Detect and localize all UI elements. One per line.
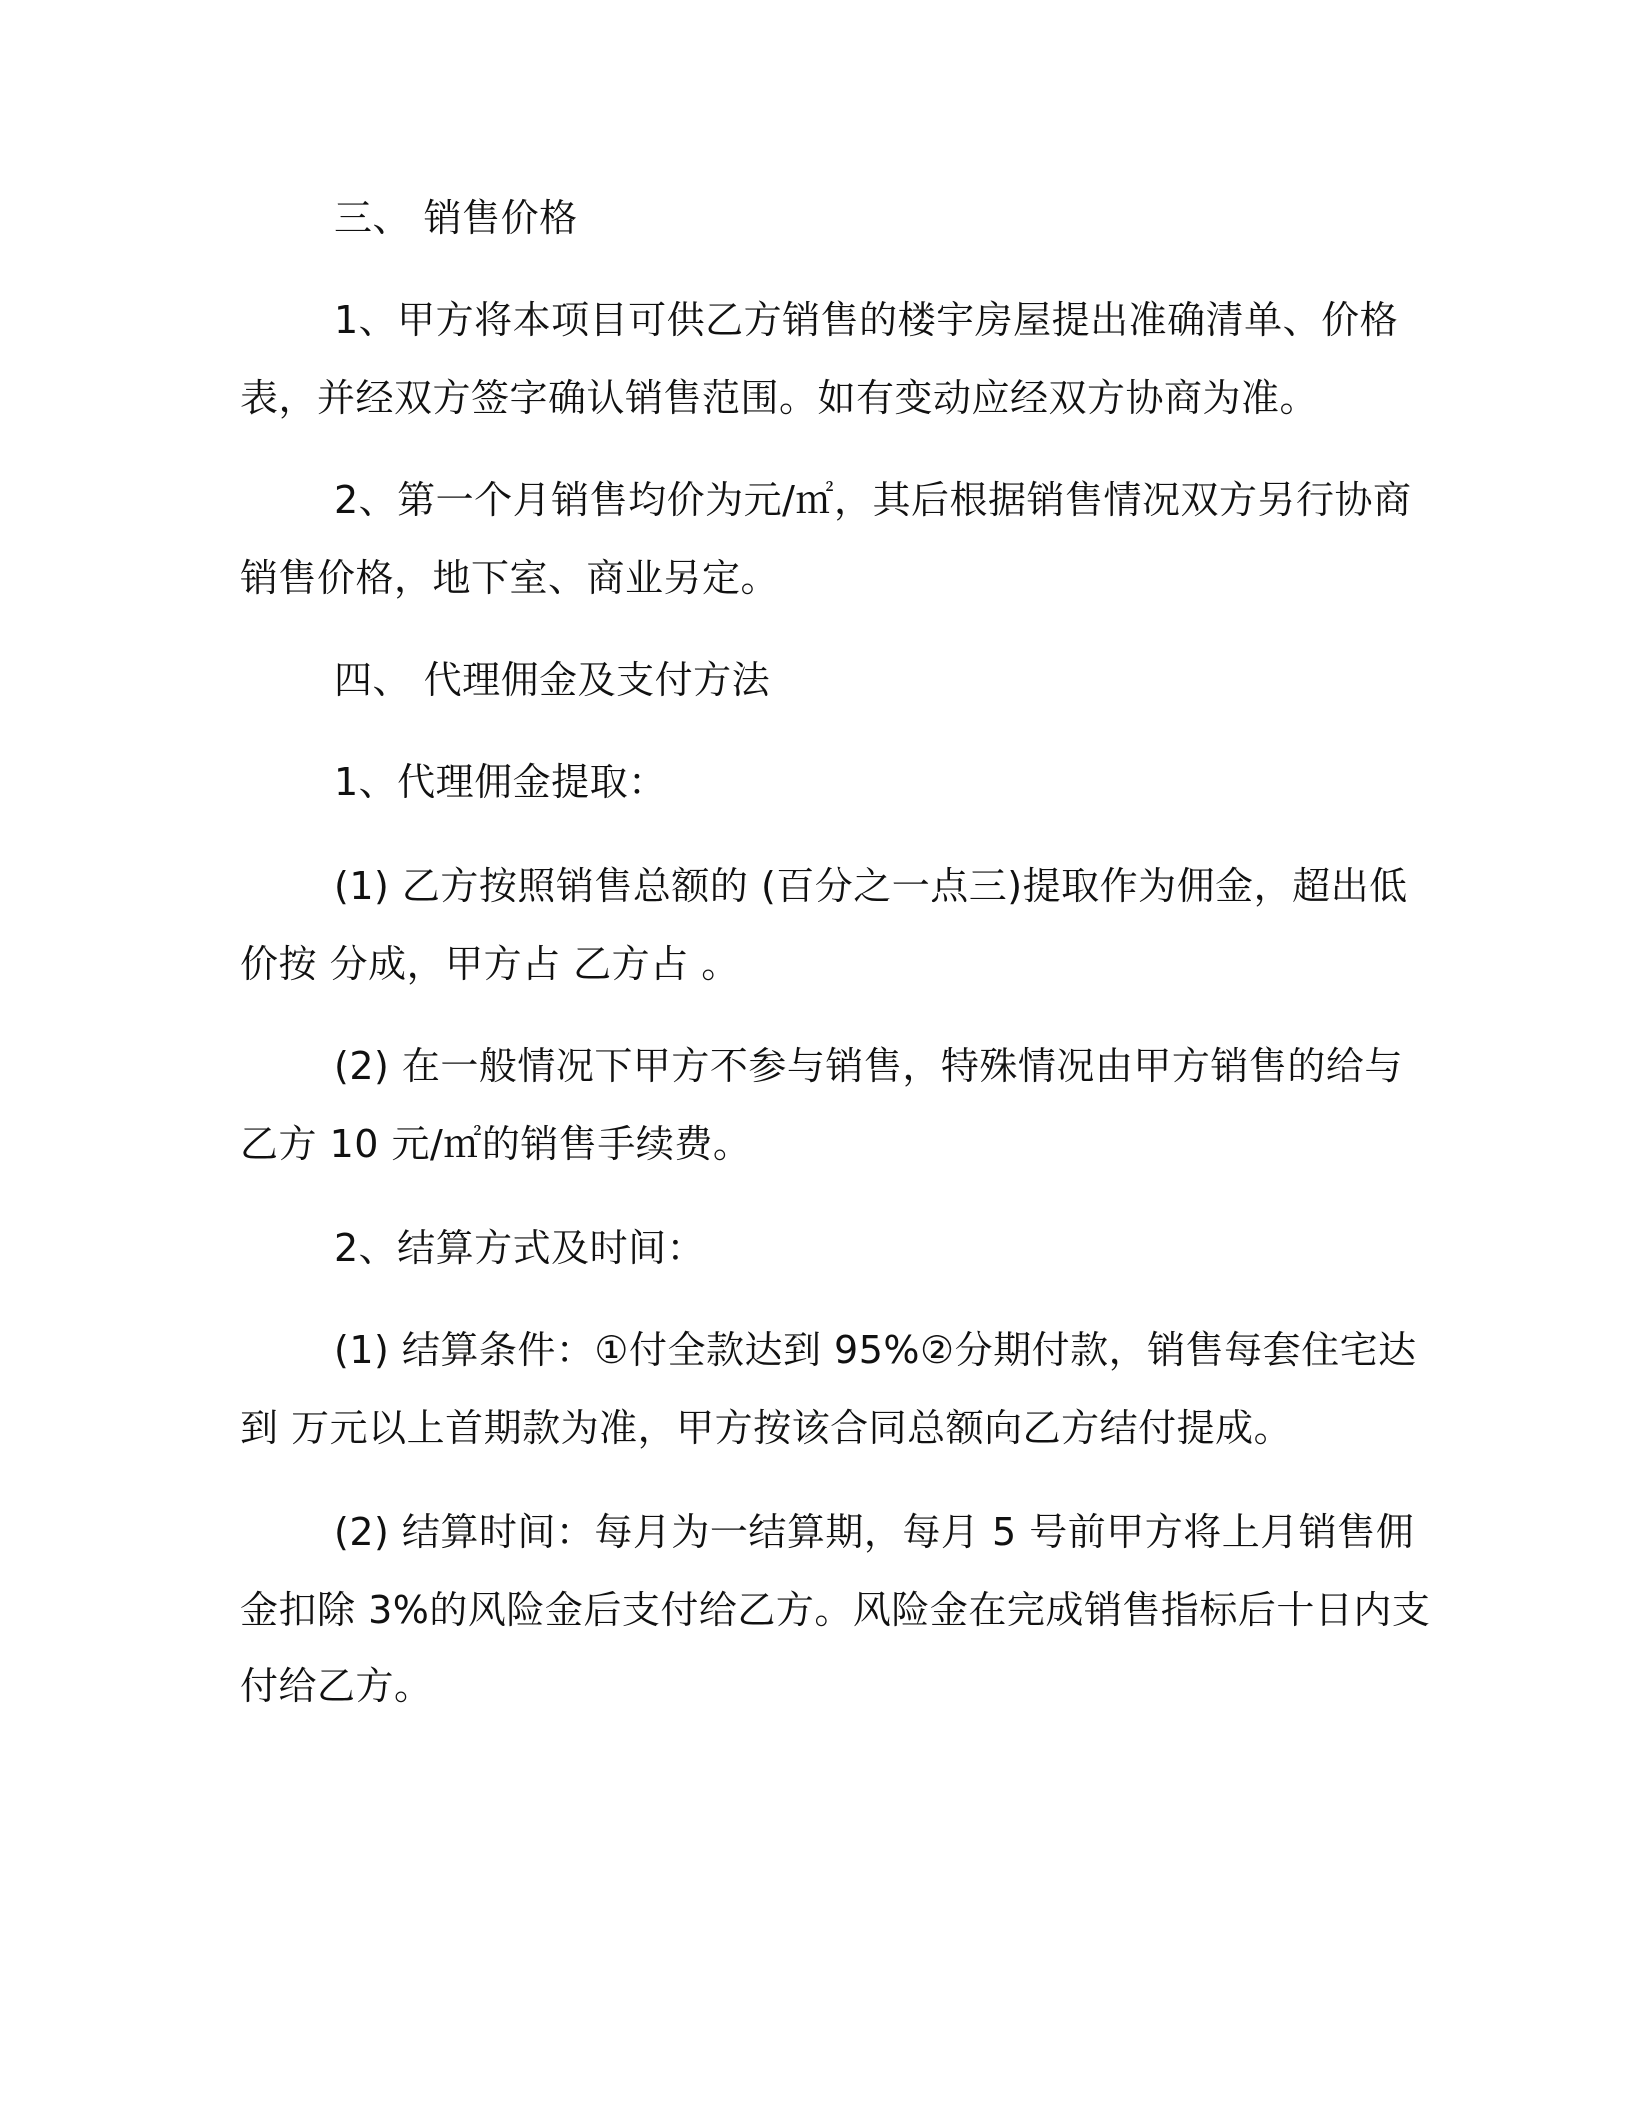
paragraph-line: 付给乙方。: [240, 1664, 433, 1708]
paragraph-line: (1) 结算条件：①付全款达到 95%②分期付款，销售每套住宅达: [334, 1328, 1417, 1372]
paragraph-line: 2、第一个月销售均价为元/㎡，其后根据销售情况双方另行协商: [334, 478, 1412, 522]
paragraph-line: (2) 在一般情况下甲方不参与销售，特殊情况由甲方销售的给与: [334, 1044, 1403, 1088]
paragraph-line: 1、代理佣金提取：: [334, 760, 667, 804]
paragraph-line: 销售价格，地下室、商业另定。: [240, 556, 780, 600]
paragraph-line: (2) 结算时间：每月为一结算期，每月 5 号前甲方将上月销售佣: [334, 1510, 1415, 1554]
paragraph-line: 价按 分成，甲方占 乙方占 。: [240, 942, 740, 986]
section-heading-sales-price: 三、 销售价格: [334, 196, 578, 240]
paragraph-line: 到 万元以上首期款为准，甲方按该合同总额向乙方结付提成。: [240, 1406, 1293, 1450]
paragraph-line: 1、甲方将本项目可供乙方销售的楼宇房屋提出准确清单、价格: [334, 298, 1399, 342]
paragraph-line: 2、结算方式及时间：: [334, 1226, 706, 1270]
paragraph-line: 金扣除 3%的风险金后支付给乙方。风险金在完成销售指标后十日内支: [240, 1588, 1431, 1632]
paragraph-line: (1) 乙方按照销售总额的 (百分之一点三)提取作为佣金，超出低: [334, 864, 1408, 908]
paragraph-line: 表，并经双方签字确认销售范围。如有变动应经双方协商为准。: [240, 376, 1319, 420]
section-heading-commission: 四、 代理佣金及支付方法: [334, 658, 771, 702]
paragraph-line: 乙方 10 元/㎡的销售手续费。: [240, 1122, 752, 1166]
